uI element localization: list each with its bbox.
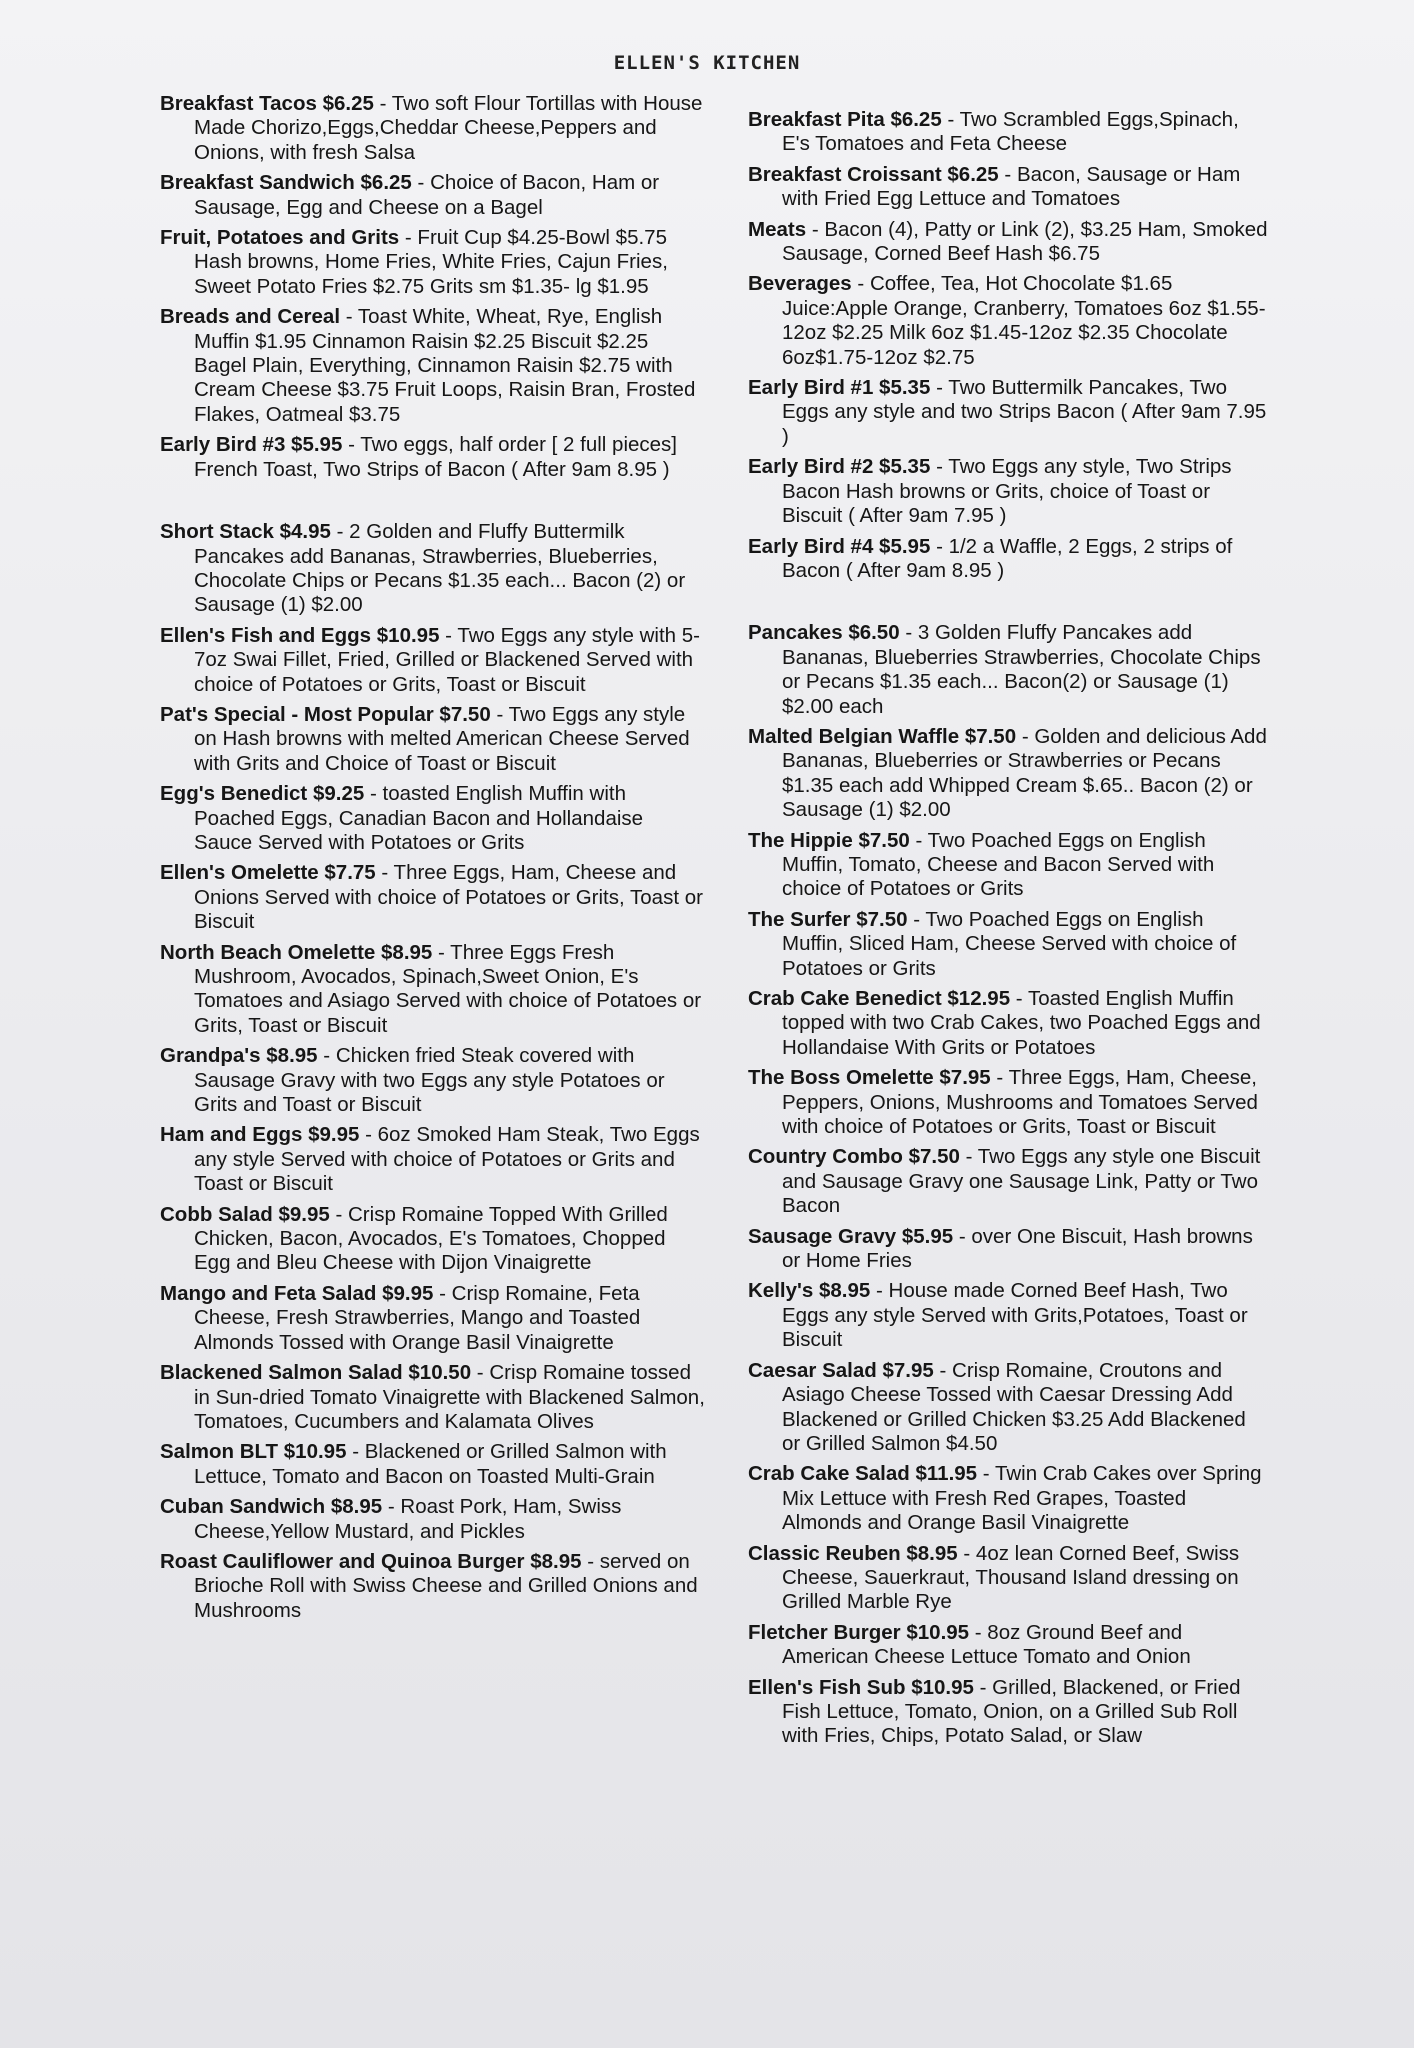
item-description: - 2 Golden and Fluffy Buttermilk Pancakes add Bananas, Strawberries, Blueberries, Chocolate Chips or Pecans $1.35 each... Bacon (2) or Sausage (1) $2.00 bbox=[194, 520, 686, 617]
item-name: Fruit, Potatoes and Grits bbox=[160, 226, 400, 250]
item-description: - Golden and delicious Add Bananas, Blueberries or Strawberries or Pecans $1.35 each add Whipped Cream $.65.. Bacon (2) or Sausage (1) $2.00 bbox=[782, 724, 1267, 822]
item-description: - Fruit Cup $4.25-Bowl $5.75 Hash browns, Home Fries, White Fries, Cajun Fries, Sweet Potato Fries $2.75 Grits sm $1.35- lg $1.95 bbox=[194, 226, 668, 298]
menu-item bbox=[160, 1361, 705, 1434]
menu-item bbox=[160, 1440, 705, 1489]
item-name: Cuban Sandwich bbox=[160, 1495, 326, 1519]
menu-item bbox=[748, 1066, 1268, 1139]
item-description: - Grilled, Blackened, or Fried Fish Lettuce, Tomato, Onion, on a Grilled Sub Roll with Fries, Chips, Potato Salad, or Slaw bbox=[782, 1675, 1241, 1748]
item-price: $9.95 bbox=[308, 1123, 360, 1147]
menu-item bbox=[160, 1550, 705, 1623]
item-name: Egg's Benedict bbox=[160, 782, 308, 806]
item-description: - served on Brioche Roll with Swiss Cheese and Grilled Onions and Mushrooms bbox=[194, 1549, 698, 1622]
item-name: Beverages bbox=[748, 272, 852, 296]
item-description: - Toast White, Wheat, Rye, English Muffin $1.95 Cinnamon Raisin $2.25 Biscuit $2.25 Bagel Plain, Everything, Cinnamon Raisin $2.75 with Cream Cheese $3.75 Fruit Loops, Raisin Bran, Frosted Flakes, Oatmeal $3.75 bbox=[194, 305, 696, 426]
item-name: Early Bird #2 bbox=[748, 455, 874, 479]
page-title: ELLEN'S KITCHEN bbox=[613, 52, 801, 74]
item-description: - 6oz Smoked Ham Steak, Two Eggs any style Served with choice of Potatoes or Grits and Toast or Biscuit bbox=[194, 1123, 700, 1196]
item-description: - Crisp Romaine tossed in Sun-dried Tomato Vinaigrette with Blackened Salmon, Tomatoes, Cucumbers and Kalamata Olives bbox=[194, 1361, 705, 1433]
item-price: $7.50 bbox=[908, 1145, 960, 1169]
item-price: $9.95 bbox=[278, 1202, 330, 1226]
item-name: Mango and Feta Salad bbox=[160, 1281, 377, 1305]
item-name: Grandpa's bbox=[160, 1044, 261, 1068]
item-name: Ham and Eggs bbox=[160, 1123, 303, 1147]
item-price: $7.95 bbox=[939, 1066, 991, 1090]
item-name: Blackened Salmon Salad bbox=[160, 1361, 403, 1385]
item-name: Pat's Special - Most Popular bbox=[160, 702, 434, 726]
item-name: Malted Belgian Waffle bbox=[748, 724, 960, 748]
menu-item bbox=[748, 621, 1268, 719]
item-description: - Two Eggs any style one Biscuit and Sausage Gravy one Sausage Link, Patty or Two Bacon bbox=[782, 1145, 1261, 1218]
item-price: $7.50 bbox=[964, 724, 1017, 748]
menu-item bbox=[160, 1044, 705, 1117]
item-price: $7.50 bbox=[858, 828, 910, 852]
item-name: Pancakes bbox=[748, 621, 843, 645]
item-description: - Crisp Romaine Topped With Grilled Chicken, Bacon, Avocados, E's Tomatoes, Chopped Egg and Bleu Cheese with Dijon Vinaigrette bbox=[194, 1202, 668, 1275]
item-description: - Coffee, Tea, Hot Chocolate $1.65 Juice:Apple Orange, Cranberry, Tomatoes 6oz $1.55- 12oz $2.25 Milk 6oz $1.45-12oz $2.35 Chocolate 6oz$1.75-12oz $2.75 bbox=[782, 272, 1266, 369]
menu-item bbox=[748, 108, 1268, 157]
menu-item bbox=[748, 455, 1268, 528]
item-description: - Crisp Romaine, Feta Cheese, Fresh Strawberries, Mango and Toasted Almonds Tossed with Orange Basil Vinaigrette bbox=[194, 1281, 641, 1354]
item-description: - Chicken fried Steak covered with Sausage Gravy with two Eggs any style Potatoes or Grits and Toast or Biscuit bbox=[194, 1044, 665, 1117]
item-description: - Three Eggs Fresh Mushroom, Avocados, Spinach,Sweet Onion, E's Tomatoes and Asiago Served with choice of Potatoes or Grits, Toast or Biscuit bbox=[194, 940, 702, 1037]
item-name: Early Bird #1 bbox=[748, 376, 874, 400]
item-description: - Two Eggs any style on Hash browns with melted American Cheese Served with Grits and Choice of Toast or Biscuit bbox=[194, 702, 690, 775]
item-description: - Blackened or Grilled Salmon with Lettuce, Tomato and Bacon on Toasted Multi-Grain bbox=[194, 1440, 667, 1488]
item-price: $5.35 bbox=[879, 376, 931, 400]
item-description: - over One Biscuit, Hash browns or Home Fries bbox=[782, 1224, 1253, 1273]
menu-item bbox=[160, 1495, 705, 1544]
menu-item bbox=[748, 376, 1268, 449]
menu-item bbox=[748, 1359, 1268, 1457]
menu-item bbox=[160, 703, 705, 776]
item-description: - Bacon (4), Patty or Link (2), $3.25 Ham, Smoked Sausage, Corned Beef Hash $6.75 bbox=[782, 217, 1268, 266]
item-name: Kelly's bbox=[748, 1279, 814, 1303]
menu-item bbox=[160, 433, 705, 482]
item-price: $10.95 bbox=[906, 1620, 970, 1644]
item-price: $8.95 bbox=[818, 1279, 871, 1303]
item-description: - Toasted English Muffin topped with two Crab Cakes, two Poached Eggs and Hollandaise With Grits or Potatoes bbox=[782, 987, 1261, 1059]
item-price: $6.25 bbox=[890, 108, 942, 131]
item-description: - Two Eggs any style with 5-7oz Swai Fillet, Fried, Grilled or Blackened Served with choice of Potatoes or Grits, Toast or Biscuit bbox=[194, 623, 701, 696]
item-price: $12.95 bbox=[947, 987, 1011, 1010]
menu-item bbox=[160, 171, 705, 220]
item-description: - Two eggs, half order [ 2 full pieces] French Toast, Two Strips of Bacon bbox=[194, 433, 677, 481]
item-description: - Two soft Flour Tortillas with House Made Chorizo,Eggs,Cheddar Cheese,Peppers and Onions, with fresh Salsa bbox=[194, 92, 703, 164]
item-description: - Two Poached Eggs on English Muffin, Tomato, Cheese and Bacon Served with choice of Potatoes or Grits bbox=[782, 828, 1215, 901]
item-description: - House made Corned Beef Hash, Two Eggs any style Served with Grits,Potatoes, Toast or Biscuit bbox=[782, 1279, 1248, 1352]
menu-item bbox=[748, 1145, 1268, 1218]
item-name: Sausage Gravy bbox=[748, 1224, 897, 1248]
item-description: - Choice of Bacon, Ham or Sausage, Egg and Cheese on a Bagel bbox=[194, 171, 660, 219]
item-price: $10.95 bbox=[376, 623, 440, 647]
item-name: Early Bird #3 bbox=[160, 433, 286, 457]
item-name: The Boss Omelette bbox=[748, 1066, 934, 1090]
item-name: Breakfast Croissant bbox=[748, 162, 942, 186]
item-price: $5.35 bbox=[879, 455, 931, 479]
item-name: The Surfer bbox=[748, 907, 851, 931]
item-price: $6.50 bbox=[848, 621, 900, 645]
menu-item bbox=[748, 1676, 1268, 1749]
item-description: - Bacon, Sausage or Ham with Fried Egg Lettuce and Tomatoes bbox=[782, 162, 1241, 211]
item-name: Roast Cauliflower and Quinoa Burger bbox=[160, 1549, 525, 1573]
item-name: Crab Cake Salad bbox=[748, 1462, 910, 1486]
menu-item bbox=[748, 1462, 1268, 1535]
item-description: - 1/2 a Waffle, 2 Eggs, 2 strips of Bacon bbox=[782, 534, 1233, 582]
item-note: ( After 9am 7.95 ) bbox=[782, 400, 1267, 448]
menu-item bbox=[748, 535, 1268, 584]
item-name: Meats bbox=[748, 217, 807, 241]
item-price: $6.25 bbox=[322, 92, 374, 115]
menu-item bbox=[748, 908, 1268, 981]
item-price: $5.95 bbox=[901, 1224, 954, 1248]
item-name: Breakfast Pita bbox=[748, 108, 885, 131]
menu-item bbox=[748, 1225, 1268, 1274]
item-price: $8.95 bbox=[530, 1549, 582, 1573]
item-price: $5.95 bbox=[879, 534, 931, 558]
menu-item bbox=[748, 987, 1268, 1060]
menu-item bbox=[160, 782, 705, 855]
item-price: $7.75 bbox=[324, 861, 376, 885]
menu-item bbox=[160, 305, 705, 427]
menu-item bbox=[160, 1203, 705, 1276]
left-column bbox=[160, 92, 705, 1629]
item-name: Fletcher Burger bbox=[748, 1620, 901, 1644]
menu-item bbox=[160, 941, 705, 1039]
item-note: ( After 9am 8.95 ) bbox=[511, 457, 670, 481]
item-name: Country Combo bbox=[748, 1145, 903, 1169]
item-name: Early Bird #4 bbox=[748, 534, 874, 558]
item-description: - Twin Crab Cakes over Spring Mix Lettuce with Fresh Red Grapes, Toasted Almonds and Orange Basil Vinaigrette bbox=[782, 1462, 1262, 1535]
item-description: - Two Eggs any style, Two Strips Bacon Hash browns or Grits, choice of Toast or Biscuit ( After 9am 7.95 ) bbox=[782, 455, 1232, 528]
item-price: $8.95 bbox=[381, 940, 433, 964]
menu-item bbox=[748, 829, 1268, 902]
item-description: - Two Buttermilk Pancakes, Two Eggs any style and two Strips Bacon bbox=[782, 376, 1227, 424]
item-description: - 8oz Ground Beef and American Cheese Lettuce Tomato and Onion bbox=[782, 1620, 1191, 1669]
item-price: $5.95 bbox=[291, 433, 343, 457]
item-description: - Three Eggs, Ham, Cheese, Peppers, Onions, Mushrooms and Tomatoes Served with choice of Potatoes or Grits, Toast or Biscuit bbox=[782, 1066, 1258, 1139]
item-price: $9.95 bbox=[382, 1281, 434, 1305]
item-description: - Two Poached Eggs on English Muffin, Sliced Ham, Cheese Served with choice of Potatoes or Grits bbox=[782, 907, 1237, 980]
item-name: Ellen's Fish and Eggs bbox=[160, 623, 372, 647]
item-price: $8.95 bbox=[330, 1495, 383, 1519]
menu-item bbox=[748, 272, 1268, 370]
item-price: $6.25 bbox=[947, 162, 999, 186]
item-name: North Beach Omelette bbox=[160, 940, 376, 964]
item-price: $10.50 bbox=[408, 1361, 472, 1385]
item-name: Classic Reuben bbox=[748, 1541, 901, 1565]
menu-item bbox=[748, 1621, 1268, 1670]
item-description: - Roast Pork, Ham, Swiss Cheese,Yellow Mustard, and Pickles bbox=[194, 1495, 622, 1543]
item-description: - 4oz lean Corned Beef, Swiss Cheese, Sauerkraut, Thousand Island dressing on Grilled Marble Rye bbox=[782, 1541, 1240, 1614]
right-column bbox=[748, 108, 1268, 1755]
item-price: $7.95 bbox=[882, 1358, 934, 1382]
item-note: ( After 9am 8.95 ) bbox=[845, 558, 1005, 582]
menu-item bbox=[160, 226, 705, 299]
item-price: $8.95 bbox=[906, 1541, 958, 1565]
item-price: $4.95 bbox=[279, 520, 331, 544]
item-price: $10.95 bbox=[911, 1675, 974, 1699]
item-description: - Crisp Romaine, Croutons and Asiago Cheese Tossed with Caesar Dressing Add Blackened or Grilled Chicken $3.25 Add Blackened or Grilled Salmon $4.50 bbox=[782, 1358, 1246, 1455]
item-price: $7.50 bbox=[439, 702, 491, 726]
item-name: Ellen's Fish Sub bbox=[748, 1675, 906, 1699]
item-name: Ellen's Omelette bbox=[160, 861, 319, 885]
item-name: Breakfast Sandwich bbox=[160, 171, 355, 195]
item-name: Breakfast Tacos bbox=[160, 92, 317, 115]
item-price: $7.50 bbox=[856, 907, 908, 931]
item-name: Cobb Salad bbox=[160, 1202, 273, 1226]
item-description: - 3 Golden Fluffy Pancakes add Bananas, Blueberries Strawberries, Chocolate Chips or Pecans $1.35 each... Bacon(2) or Sausage (1) $2.00 each bbox=[782, 621, 1261, 718]
menu-item bbox=[748, 163, 1268, 212]
menu-item bbox=[748, 725, 1268, 823]
item-description: - Two Scrambled Eggs,Spinach, E's Tomatoes and Feta Cheese bbox=[782, 108, 1239, 156]
item-name: Short Stack bbox=[160, 520, 274, 544]
menu-item bbox=[748, 1279, 1268, 1352]
item-price: $8.95 bbox=[266, 1044, 318, 1068]
item-name: Breads and Cereal bbox=[160, 305, 341, 329]
item-price: $11.95 bbox=[915, 1462, 978, 1486]
menu-item bbox=[160, 1282, 705, 1355]
item-price: $9.25 bbox=[312, 782, 365, 806]
item-description: - toasted English Muffin with Poached Eggs, Canadian Bacon and Hollandaise Sauce Served with Potatoes or Grits bbox=[194, 782, 644, 854]
menu-item bbox=[160, 92, 705, 165]
item-name: The Hippie bbox=[748, 828, 853, 852]
menu-item bbox=[748, 1542, 1268, 1615]
item-price: $10.95 bbox=[283, 1440, 347, 1464]
menu-item bbox=[160, 861, 705, 934]
menu-item bbox=[160, 520, 705, 618]
item-price: $6.25 bbox=[360, 171, 412, 195]
item-description: - Three Eggs, Ham, Cheese and Onions Served with choice of Potatoes or Grits, Toast or Biscuit bbox=[194, 861, 703, 934]
item-name: Crab Cake Benedict bbox=[748, 987, 942, 1010]
menu-item bbox=[748, 218, 1268, 267]
item-name: Salmon BLT bbox=[160, 1440, 279, 1464]
menu-item bbox=[160, 1123, 705, 1196]
menu-item bbox=[160, 624, 705, 697]
item-name: Caesar Salad bbox=[748, 1358, 877, 1382]
